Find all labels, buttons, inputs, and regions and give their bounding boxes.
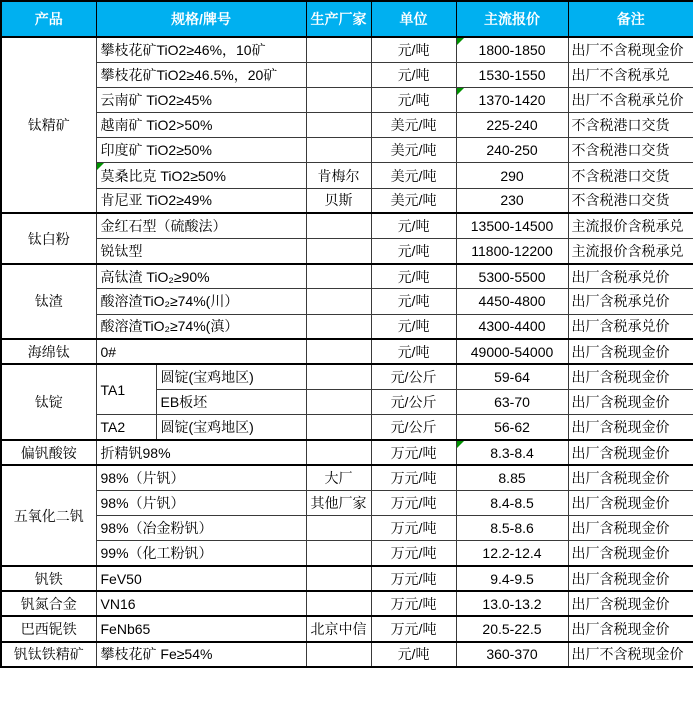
unit-cell: 元/公斤: [371, 390, 456, 415]
spec-grade-cell: TA2: [96, 415, 156, 440]
table-row: [1, 213, 693, 238]
spec-cell: 98%（片钒）: [96, 490, 306, 515]
unit-cell: 美元/吨: [371, 113, 456, 138]
unit-cell: 元/吨: [371, 314, 456, 339]
spec-cell: 云南矿 TiO2≥45%: [96, 87, 306, 112]
remark-cell: 出厂不含税承兑: [568, 62, 693, 87]
remark-cell: 出厂含税现金价: [568, 415, 693, 440]
product-cell: 钛锭: [1, 364, 96, 440]
spec-form-cell: EB板坯: [156, 390, 306, 415]
unit-cell: 万元/吨: [371, 465, 456, 490]
manufacturer-cell: [306, 239, 371, 264]
comment-marker-icon: [97, 163, 104, 170]
table-row: [1, 188, 693, 213]
price-cell: 9.4-9.5: [456, 566, 568, 591]
manufacturer-cell: 肯梅尔: [306, 163, 371, 188]
table-row: [1, 37, 693, 62]
unit-cell: 元/吨: [371, 213, 456, 238]
product-cell: 巴西铌铁: [1, 616, 96, 641]
spec-cell: VN16: [96, 591, 306, 616]
spec-cell: 金红石型（硫酸法）: [96, 213, 306, 238]
manufacturer-cell: [306, 516, 371, 541]
unit-cell: 元/吨: [371, 239, 456, 264]
remark-cell: 出厂含税承兑价: [568, 314, 693, 339]
manufacturer-cell: [306, 566, 371, 591]
product-cell: 海绵钛: [1, 339, 96, 364]
product-cell: 钛渣: [1, 264, 96, 340]
table-row: [1, 239, 693, 264]
unit-cell: 万元/吨: [371, 566, 456, 591]
table-row: [1, 516, 693, 541]
price-cell: 8.3-8.4: [456, 440, 568, 465]
manufacturer-cell: [306, 541, 371, 566]
manufacturer-cell: 大厂: [306, 465, 371, 490]
col-header-spec: 规格/牌号: [96, 1, 306, 37]
spec-cell: 攀枝花矿 Fe≥54%: [96, 642, 306, 667]
table-row: [1, 339, 693, 364]
price-cell: 59-64: [456, 364, 568, 389]
table-row: [1, 642, 693, 667]
spec-cell: 折精钒98%: [96, 440, 306, 465]
remark-cell: 出厂含税承兑价: [568, 289, 693, 314]
remark-cell: 出厂含税现金价: [568, 339, 693, 364]
spec-cell: FeV50: [96, 566, 306, 591]
remark-cell: 出厂含税现金价: [568, 465, 693, 490]
manufacturer-cell: [306, 591, 371, 616]
spec-cell: FeNb65: [96, 616, 306, 641]
price-cell: 360-370: [456, 642, 568, 667]
comment-marker-icon: [457, 88, 464, 95]
spec-cell: 99%（化工粉钒）: [96, 541, 306, 566]
manufacturer-cell: [306, 113, 371, 138]
manufacturer-cell: [306, 642, 371, 667]
product-cell: 钒氮合金: [1, 591, 96, 616]
spec-cell: 98%（片钒）: [96, 465, 306, 490]
table-row: [1, 364, 693, 389]
spec-cell: 98%（冶金粉钒）: [96, 516, 306, 541]
spec-cell: 印度矿 TiO2≥50%: [96, 138, 306, 163]
remark-cell: 不含税港口交货: [568, 138, 693, 163]
price-cell: 56-62: [456, 415, 568, 440]
manufacturer-cell: [306, 339, 371, 364]
manufacturer-cell: [306, 87, 371, 112]
table-row: [1, 541, 693, 566]
table-row: [1, 163, 693, 188]
price-cell: 1370-1420: [456, 87, 568, 112]
unit-cell: 元/公斤: [371, 415, 456, 440]
price-cell: 13.0-13.2: [456, 591, 568, 616]
unit-cell: 元/公斤: [371, 364, 456, 389]
table-row: [1, 314, 693, 339]
price-cell: 8.5-8.6: [456, 516, 568, 541]
price-cell: 240-250: [456, 138, 568, 163]
col-header-manufacturer: 生产厂家: [306, 1, 371, 37]
price-cell: 8.85: [456, 465, 568, 490]
price-cell: 230: [456, 188, 568, 213]
product-cell: 钛精矿: [1, 37, 96, 213]
remark-cell: 出厂含税现金价: [568, 516, 693, 541]
remark-cell: 出厂含税现金价: [568, 566, 693, 591]
price-cell: 12.2-12.4: [456, 541, 568, 566]
manufacturer-cell: 其他厂家: [306, 490, 371, 515]
unit-cell: 元/吨: [371, 642, 456, 667]
remark-cell: 主流报价含税承兑: [568, 213, 693, 238]
spec-form-cell: 圆锭(宝鸡地区): [156, 415, 306, 440]
comment-marker-icon: [457, 441, 464, 448]
unit-cell: 元/吨: [371, 264, 456, 289]
spec-cell: 越南矿 TiO2>50%: [96, 113, 306, 138]
header-row: [1, 1, 693, 37]
manufacturer-cell: [306, 440, 371, 465]
col-header-product: 产品: [1, 1, 96, 37]
table-row: [1, 440, 693, 465]
price-cell: 4300-4400: [456, 314, 568, 339]
unit-cell: 元/吨: [371, 87, 456, 112]
unit-cell: 美元/吨: [371, 188, 456, 213]
price-cell: 63-70: [456, 390, 568, 415]
col-header-price: 主流报价: [456, 1, 568, 37]
remark-cell: 主流报价含税承兑: [568, 239, 693, 264]
unit-cell: 万元/吨: [371, 616, 456, 641]
manufacturer-cell: [306, 364, 371, 389]
unit-cell: 万元/吨: [371, 516, 456, 541]
product-cell: 钛白粉: [1, 213, 96, 263]
unit-cell: 美元/吨: [371, 138, 456, 163]
price-cell: 20.5-22.5: [456, 616, 568, 641]
unit-cell: 元/吨: [371, 289, 456, 314]
unit-cell: 元/吨: [371, 37, 456, 62]
spec-cell: 攀枝花矿TiO2≥46.5%，20矿: [96, 62, 306, 87]
unit-cell: 元/吨: [371, 62, 456, 87]
spec-grade-cell: TA1: [96, 364, 156, 414]
table-row: [1, 264, 693, 289]
price-cell: 5300-5500: [456, 264, 568, 289]
spec-cell: 酸溶渣TiO₂≥74%(滇）: [96, 314, 306, 339]
product-cell: 偏钒酸铵: [1, 440, 96, 465]
product-cell: 五氧化二钒: [1, 465, 96, 566]
price-cell: 4450-4800: [456, 289, 568, 314]
manufacturer-cell: [306, 314, 371, 339]
manufacturer-cell: 贝斯: [306, 188, 371, 213]
price-cell: 290: [456, 163, 568, 188]
remark-cell: 不含税港口交货: [568, 113, 693, 138]
remark-cell: 出厂含税现金价: [568, 490, 693, 515]
manufacturer-cell: [306, 213, 371, 238]
price-cell: 1530-1550: [456, 62, 568, 87]
unit-cell: 美元/吨: [371, 163, 456, 188]
table-row: [1, 490, 693, 515]
table-row: [1, 62, 693, 87]
spec-form-cell: 圆锭(宝鸡地区): [156, 364, 306, 389]
table-row: [1, 415, 693, 440]
price-cell: 11800-12200: [456, 239, 568, 264]
table-row: [1, 566, 693, 591]
remark-cell: 出厂不含税现金价: [568, 642, 693, 667]
table-row: [1, 465, 693, 490]
manufacturer-cell: [306, 390, 371, 415]
price-cell: 1800-1850: [456, 37, 568, 62]
price-cell: 13500-14500: [456, 213, 568, 238]
price-cell: 225-240: [456, 113, 568, 138]
unit-cell: 万元/吨: [371, 440, 456, 465]
remark-cell: 出厂含税现金价: [568, 591, 693, 616]
remark-cell: 出厂含税现金价: [568, 541, 693, 566]
manufacturer-cell: [306, 62, 371, 87]
spec-cell: 酸溶渣TiO₂≥74%(川）: [96, 289, 306, 314]
price-cell: 49000-54000: [456, 339, 568, 364]
remark-cell: 出厂不含税现金价: [568, 37, 693, 62]
unit-cell: 万元/吨: [371, 541, 456, 566]
spec-cell: 0#: [96, 339, 306, 364]
remark-cell: 不含税港口交货: [568, 163, 693, 188]
remark-cell: 出厂含税承兑价: [568, 264, 693, 289]
manufacturer-cell: [306, 138, 371, 163]
manufacturer-cell: [306, 37, 371, 62]
manufacturer-cell: [306, 415, 371, 440]
table-row: [1, 113, 693, 138]
unit-cell: 元/吨: [371, 339, 456, 364]
spec-cell: 肯尼亚 TiO2≥49%: [96, 188, 306, 213]
product-cell: 钒铁: [1, 566, 96, 591]
table-row: [1, 289, 693, 314]
table-row: [1, 138, 693, 163]
spec-cell: 莫桑比克 TiO2≥50%: [96, 163, 306, 188]
spec-cell: 高钛渣 TiO₂≥90%: [96, 264, 306, 289]
remark-cell: 出厂不含税承兑价: [568, 87, 693, 112]
col-header-remark: 备注: [568, 1, 693, 37]
spec-cell: 攀枝花矿TiO2≥46%，10矿: [96, 37, 306, 62]
remark-cell: 出厂含税现金价: [568, 440, 693, 465]
col-header-unit: 单位: [371, 1, 456, 37]
price-cell: 8.4-8.5: [456, 490, 568, 515]
remark-cell: 出厂含税现金价: [568, 364, 693, 389]
unit-cell: 万元/吨: [371, 490, 456, 515]
spec-cell: 锐钛型: [96, 239, 306, 264]
manufacturer-cell: 北京中信: [306, 616, 371, 641]
table-row: [1, 616, 693, 641]
remark-cell: 不含税港口交货: [568, 188, 693, 213]
manufacturer-cell: [306, 264, 371, 289]
product-cell: 钒钛铁精矿: [1, 642, 96, 667]
unit-cell: 万元/吨: [371, 591, 456, 616]
remark-cell: 出厂含税现金价: [568, 390, 693, 415]
manufacturer-cell: [306, 289, 371, 314]
comment-marker-icon: [457, 38, 464, 45]
table-row: [1, 591, 693, 616]
remark-cell: 出厂含税现金价: [568, 616, 693, 641]
table-row: [1, 87, 693, 112]
